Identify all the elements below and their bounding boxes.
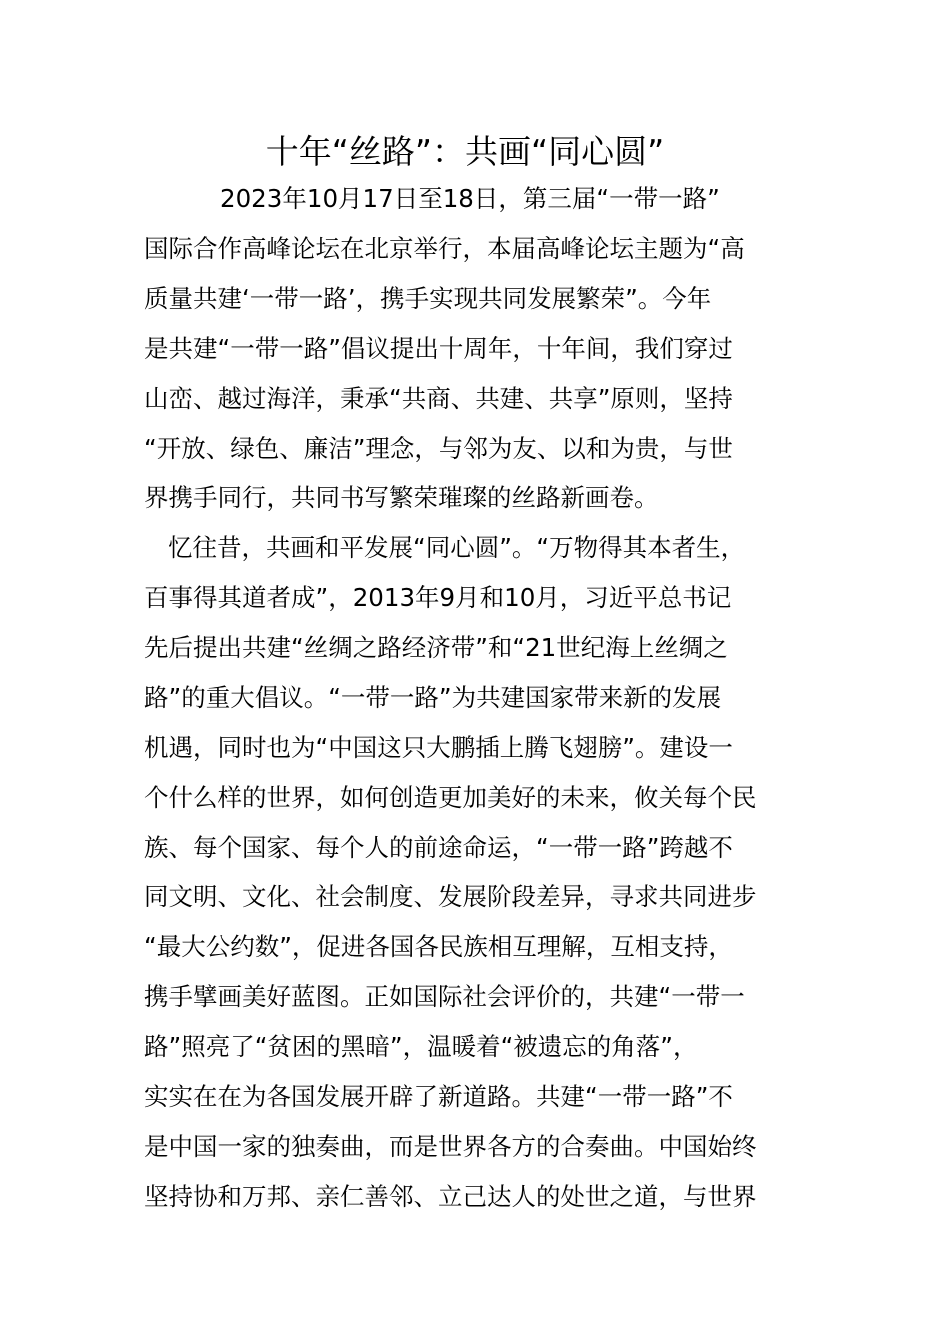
paragraph-2-line: “最大公约数”，促进各国各民族相互理解，互相支持， [144, 932, 733, 961]
paragraph-2-line: 是中国一家的独奏曲，而是世界各方的合奏曲。中国始终 [144, 1132, 757, 1161]
paragraph-2-line: 携手擘画美好蓝图。正如国际社会评价的，共建“一带一 [144, 982, 745, 1011]
paragraph-1-line: 国际合作高峰论坛在北京举行，本届高峰论坛主题为“高 [144, 234, 745, 263]
paragraph-1-line: 2023年10月17日至18日，第三届“一带一路” [220, 184, 720, 213]
paragraph-2-line: 坚持协和万邦、亲仁善邻、立己达人的处世之道，与世界 [144, 1182, 757, 1211]
paragraph-2-line: 先后提出共建“丝绸之路经济带”和“21世纪海上丝绸之 [144, 633, 728, 662]
document-title: 十年“丝路”：共画“同心圆” [265, 132, 665, 171]
paragraph-2-line: 忆往昔，共画和平发展“同心圆”。“万物得其本者生， [168, 533, 746, 562]
paragraph-2-line: 路”的重大倡议。“一带一路”为共建国家带来新的发展 [144, 683, 722, 712]
paragraph-1-line: 质量共建‘一带一路’，携手实现共同发展繁荣”。今年 [144, 284, 712, 313]
paragraph-1-line: “开放、绿色、廉洁”理念，与邻为友、以和为贵，与世 [144, 434, 733, 463]
paragraph-2-line: 族、每个国家、每个人的前途命运，“一带一路”跨越不 [144, 833, 733, 862]
paragraph-1-line: 山峦、越过海洋，秉承“共商、共建、共享”原则，坚持 [144, 384, 733, 413]
paragraph-2-line: 个什么样的世界，如何创造更加美好的未来，攸关每个民 [144, 783, 757, 812]
paragraph-2-line: 路”照亮了“贫困的黑暗”，温暖着“被遗忘的角落”， [144, 1032, 698, 1061]
paragraph-2-line: 同文明、文化、社会制度、发展阶段差异，寻求共同进步 [144, 882, 757, 911]
paragraph-2-line: 实实在在为各国发展开辟了新道路。共建“一带一路”不 [144, 1082, 733, 1111]
paragraph-1-line: 是共建“一带一路”倡议提出十周年，十年间，我们穿过 [144, 334, 733, 363]
paragraph-2-line: 百事得其道者成”，2013年9月和10月，习近平总书记 [144, 583, 732, 612]
paragraph-1-line: 界携手同行，共同书写繁荣璀璨的丝路新画卷。 [144, 483, 659, 512]
paragraph-2-line: 机遇，同时也为“中国这只大鹏插上腾飞翅膀”。建设一 [144, 733, 733, 762]
